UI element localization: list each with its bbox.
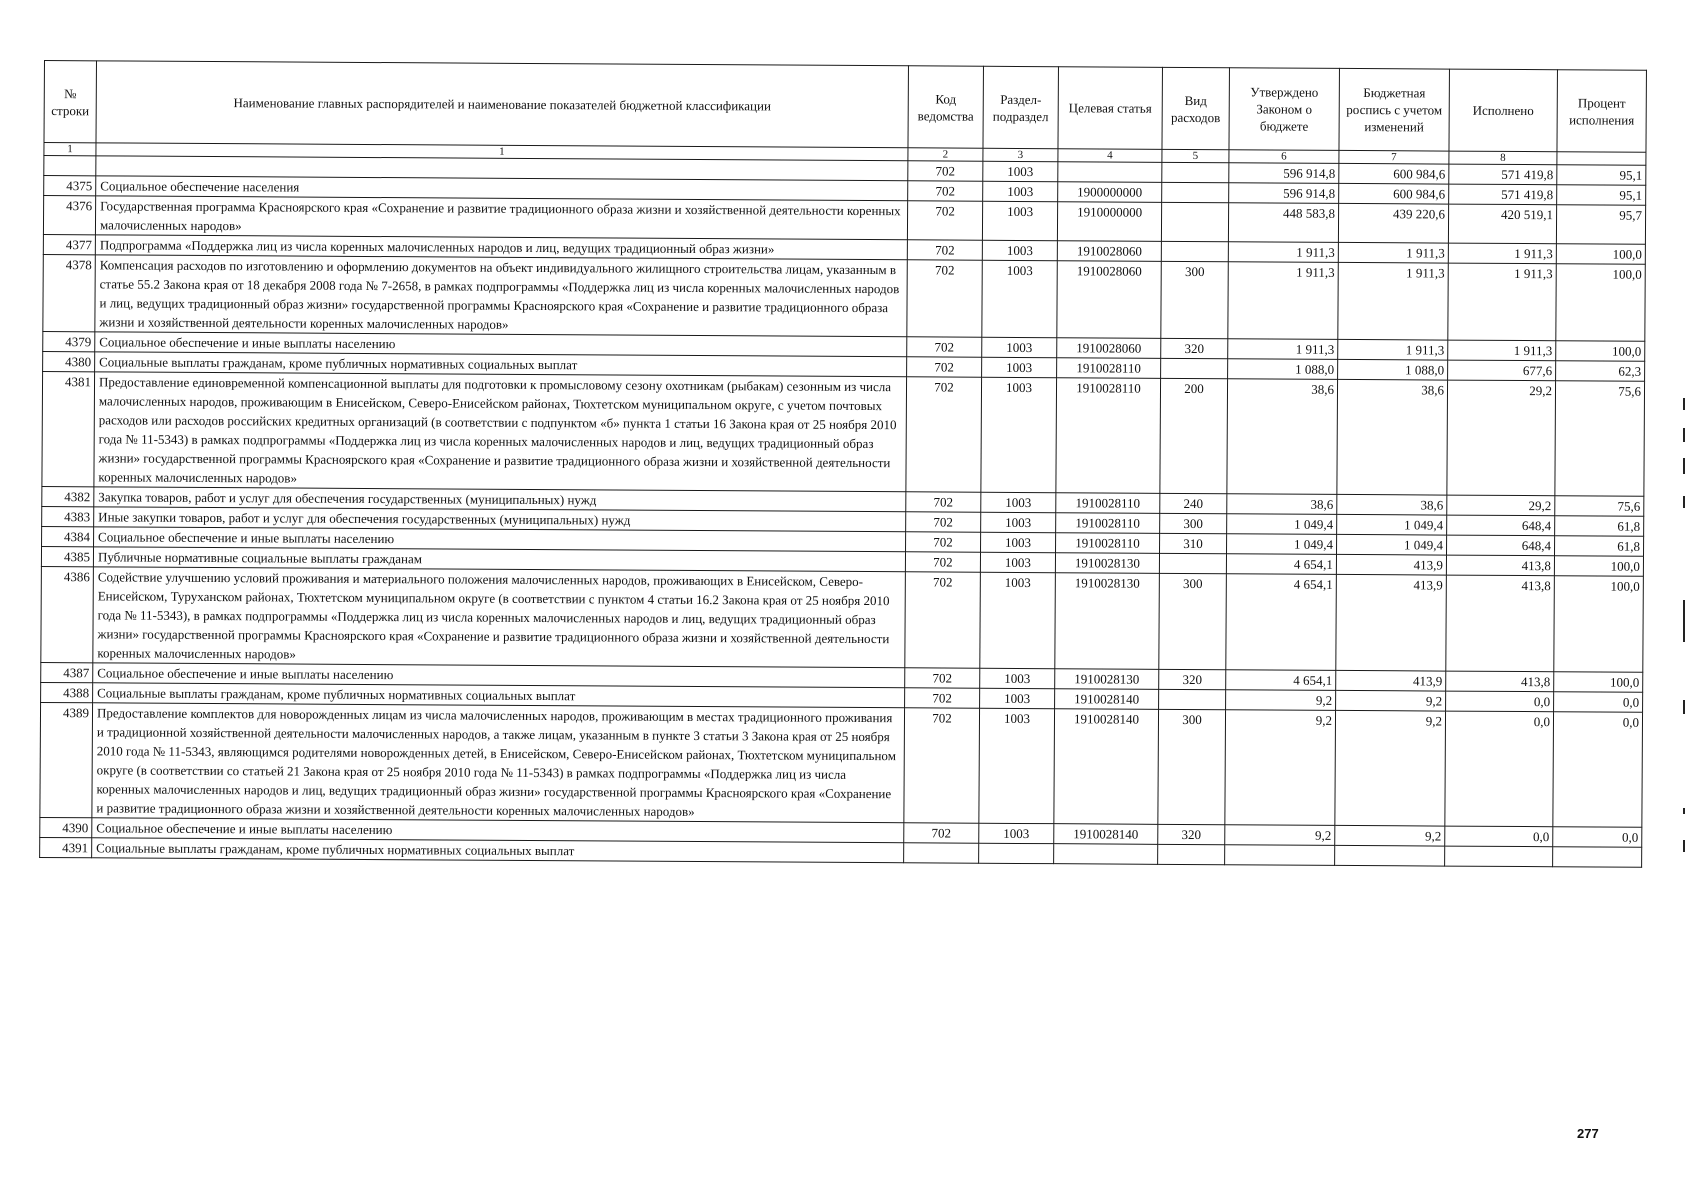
scan-mark [1683, 428, 1685, 442]
scan-mark [1683, 398, 1685, 410]
section-code: 1003 [980, 668, 1055, 688]
execution-percent: 100,0 [1556, 264, 1645, 342]
table-row [43, 254, 1645, 341]
dept-code: 702 [905, 572, 981, 668]
expense-type: 240 [1160, 493, 1227, 513]
section-code: 1003 [980, 688, 1055, 708]
target-code: 1910028130 [1055, 573, 1160, 670]
execution-percent [1553, 847, 1642, 868]
scan-mark [1683, 496, 1685, 508]
approved-amount: 1 049,4 [1227, 534, 1337, 555]
row-number: 4383 [42, 506, 94, 526]
executed-amount: 648,4 [1447, 515, 1555, 536]
execution-percent: 75,6 [1555, 496, 1644, 517]
executed-amount: 1 911,3 [1448, 243, 1556, 264]
section-code: 1003 [983, 181, 1058, 201]
col-num [1557, 152, 1646, 166]
row-number: 4376 [43, 196, 95, 235]
budget-amount: 413,9 [1336, 554, 1446, 575]
expense-type: 310 [1160, 533, 1227, 553]
executed-amount: 1 911,3 [1448, 263, 1556, 341]
table-body [40, 156, 1646, 868]
target-code [1054, 844, 1158, 865]
execution-percent: 75,6 [1555, 381, 1645, 497]
row-number: 4385 [41, 546, 93, 566]
target-code: 1910028060 [1057, 261, 1161, 339]
approved-amount: 9,2 [1226, 690, 1336, 711]
dept-code: 702 [904, 708, 980, 823]
approved-amount: 38,6 [1227, 379, 1338, 495]
executed-amount: 0,0 [1445, 711, 1554, 827]
budget-amount: 1 911,3 [1338, 262, 1448, 340]
execution-percent: 100,0 [1556, 341, 1645, 362]
row-name: Социальные выплаты гражданам, кроме публичных нормативных социальных выплат [92, 838, 904, 863]
table-row [41, 566, 1644, 672]
execution-percent: 0,0 [1553, 827, 1642, 848]
approved-amount: 9,2 [1225, 710, 1336, 826]
col-num: 4 [1058, 149, 1162, 163]
execution-percent: 95,1 [1557, 165, 1646, 186]
approved-amount: 4 654,1 [1226, 574, 1337, 671]
table-header [44, 61, 1647, 166]
budget-amount: 1 911,3 [1338, 339, 1448, 360]
dept-code: 702 [905, 688, 980, 708]
executed-amount: 413,8 [1446, 575, 1555, 672]
execution-percent: 95,1 [1557, 185, 1646, 206]
approved-amount: 1 049,4 [1227, 514, 1337, 535]
row-number: 4377 [43, 234, 95, 254]
row-name: Подпрограмма «Поддержка лиц из числа коренных малочисленных народов и лиц, ведущих традиционный образ жизни» [95, 235, 907, 260]
dept-code: 702 [906, 377, 982, 492]
table-row [42, 371, 1645, 496]
expense-type [1159, 553, 1226, 573]
target-code: 1910000000 [1057, 202, 1161, 242]
row-name: Публичные нормативные социальные выплаты гражданам [93, 547, 905, 572]
executed-amount: 0,0 [1446, 691, 1554, 712]
approved-amount: 38,6 [1227, 494, 1337, 515]
budget-amount: 439 220,6 [1338, 203, 1448, 243]
executed-amount: 29,2 [1447, 380, 1556, 496]
col-num: 7 [1339, 150, 1449, 164]
row-number: 4375 [44, 176, 96, 196]
section-code: 1003 [982, 240, 1057, 260]
section-code: 1003 [980, 572, 1056, 668]
header-name: Наименование главных распорядителей и наименование показателей бюджетной классификации [96, 61, 908, 148]
approved-amount: 596 914,8 [1229, 163, 1339, 184]
execution-percent: 0,0 [1554, 692, 1643, 713]
row-number: 4390 [40, 817, 92, 837]
budget-amount [1335, 845, 1445, 866]
expense-type: 320 [1159, 669, 1226, 689]
expense-type: 300 [1161, 261, 1228, 338]
executed-amount: 677,6 [1448, 360, 1556, 381]
approved-amount: 1 911,3 [1228, 262, 1338, 340]
header-row-no: № строки [44, 61, 96, 143]
section-code [979, 843, 1054, 863]
section-code: 1003 [982, 357, 1057, 377]
approved-amount: 1 911,3 [1228, 242, 1338, 263]
section-code: 1003 [979, 823, 1054, 843]
row-number: 4386 [41, 566, 94, 662]
execution-percent: 61,8 [1555, 516, 1644, 537]
execution-percent: 100,0 [1554, 576, 1644, 673]
row-number: 4378 [43, 254, 95, 331]
approved-amount: 1 911,3 [1228, 339, 1338, 360]
header-budget-list: Бюджетная роспись с учетом изменений [1339, 68, 1449, 151]
header-approved: Утверждено Законом о бюджете [1229, 68, 1339, 151]
row-name: Социальное обеспечение и иные выплаты населению [95, 332, 907, 357]
header-executed: Исполнено [1449, 69, 1557, 152]
approved-amount: 4 654,1 [1226, 554, 1336, 575]
execution-percent: 62,3 [1556, 361, 1645, 382]
dept-code: 702 [904, 823, 979, 843]
dept-code: 702 [907, 357, 982, 377]
executed-amount: 413,8 [1446, 671, 1554, 692]
dept-code [904, 843, 979, 863]
dept-code: 702 [907, 337, 982, 357]
col-num: 5 [1162, 149, 1229, 162]
header-section: Раздел-подраздел [983, 66, 1058, 148]
expense-type [1162, 182, 1229, 202]
budget-amount: 1 049,4 [1337, 514, 1447, 535]
row-name: Закупка товаров, работ и услуг для обеспечения государственных (муниципальных) нужд [94, 487, 906, 512]
col-num: 1 [44, 143, 96, 156]
row-name: Социальное обеспечение и иные выплаты населению [94, 527, 906, 552]
header-dept-code: Код ведомства [908, 66, 983, 148]
executed-amount: 571 419,8 [1449, 164, 1557, 185]
row-name: Компенсация расходов по изготовлению и оформлению документов на объект индивидуального жилищного строительства лицам, указанным в статье 55.2 Закона края от 18 декабря 2008 года № 7-2658, в рамках подпрограммы «Поддержка лиц из числа коренных малочисленных народов и лиц, ведущих традиционный образ жизни» государственной программы Красноярского края «Сохранение и развитие традиционного образа жизни и хозяйственной деятельности коренных малочисленных народов» [95, 255, 907, 337]
section-code: 1003 [979, 708, 1055, 823]
executed-amount: 420 519,1 [1448, 204, 1556, 244]
scan-mark [1683, 840, 1685, 852]
scan-mark [1683, 700, 1685, 714]
section-code: 1003 [980, 552, 1055, 572]
execution-percent: 100,0 [1554, 556, 1643, 577]
expense-type: 300 [1159, 573, 1227, 669]
col-num: 1 [96, 143, 908, 161]
dept-code: 702 [907, 260, 982, 337]
target-code: 1910028060 [1057, 338, 1161, 359]
target-code: 1910028130 [1055, 553, 1159, 574]
executed-amount: 1 911,3 [1448, 340, 1556, 361]
target-code: 1910028110 [1056, 513, 1160, 534]
row-name: Социальные выплаты гражданам, кроме публичных нормативных социальных выплат [93, 683, 905, 708]
approved-amount [1225, 845, 1335, 866]
execution-percent: 100,0 [1554, 672, 1643, 693]
row-name: Иные закупки товаров, работ и услуг для обеспечения государственных (муниципальных) нужд [94, 507, 906, 532]
row-name: Социальное обеспечение населения [96, 176, 908, 201]
dept-code: 702 [907, 240, 982, 260]
approved-amount: 4 654,1 [1226, 670, 1336, 691]
section-code: 1003 [981, 492, 1056, 512]
dept-code: 702 [908, 161, 983, 181]
header-exp-type: Вид расходов [1162, 67, 1229, 149]
executed-amount: 0,0 [1445, 826, 1553, 847]
budget-amount: 38,6 [1337, 379, 1448, 495]
approved-amount: 448 583,8 [1228, 203, 1338, 243]
row-number: 4389 [40, 702, 93, 817]
target-code: 1910028140 [1054, 709, 1159, 825]
row-number: 4382 [42, 486, 94, 506]
dept-code: 702 [907, 201, 982, 240]
budget-amount: 413,9 [1336, 574, 1447, 671]
budget-amount: 9,2 [1335, 825, 1445, 846]
target-code: 1910028110 [1056, 533, 1160, 554]
expense-type: 200 [1160, 378, 1228, 493]
target-code: 1910028130 [1055, 669, 1159, 690]
budget-amount: 600 984,6 [1339, 163, 1449, 184]
expense-type [1161, 202, 1228, 241]
section-code: 1003 [981, 532, 1056, 552]
section-code: 1003 [982, 201, 1057, 240]
scan-mark [1683, 808, 1685, 814]
budget-amount: 600 984,6 [1339, 183, 1449, 204]
expense-type: 320 [1158, 824, 1225, 844]
col-num: 8 [1449, 151, 1557, 165]
executed-amount [1445, 846, 1553, 867]
executed-amount: 29,2 [1447, 495, 1555, 516]
target-code: 1910028110 [1056, 493, 1160, 514]
approved-amount: 596 914,8 [1229, 183, 1339, 204]
row-number: 4379 [43, 331, 95, 351]
row-name: Социальные выплаты гражданам, кроме публичных нормативных социальных выплат [95, 352, 907, 377]
expense-type: 300 [1160, 513, 1227, 533]
row-name: Социальное обеспечение и иные выплаты населению [92, 818, 904, 843]
target-code: 1910028140 [1055, 689, 1159, 710]
execution-percent: 0,0 [1553, 712, 1643, 828]
target-code: 1900000000 [1058, 182, 1162, 203]
expense-type [1159, 689, 1226, 709]
expense-type: 320 [1161, 338, 1228, 358]
expense-type [1162, 162, 1229, 182]
header-target: Целевая статья [1058, 67, 1162, 150]
section-code: 1003 [983, 161, 1058, 181]
expense-type: 300 [1158, 709, 1226, 824]
execution-percent: 100,0 [1556, 244, 1645, 265]
section-code: 1003 [981, 512, 1056, 532]
budget-amount: 413,9 [1336, 670, 1446, 691]
budget-amount: 38,6 [1337, 494, 1447, 515]
dept-code: 702 [906, 532, 981, 552]
dept-code: 702 [905, 668, 980, 688]
row-name: Государственная программа Красноярского края «Сохранение и развитие традиционного образа жизни и хозяйственной деятельности коренных малочисленных народов» [95, 196, 907, 240]
target-code: 1910028110 [1056, 378, 1161, 494]
row-name: Предоставление единовременной компенсационной выплаты для подготовки к промысловому сезону охотникам (рыбакам) сезонным из числа малочисленных народов, проживающим в Енисейском, Северо-Енисейском районах, Тюхтетском муниципальном округе, с учетом почтовых расходов или расходов российских кредитных организаций (в соответствии с подпунктом «б» пункта 1 статьи 16 Закона края от 25 ноября 2010 года № 11-5343) в рамках подпрограммы «Поддержка лиц из числа коренных малочисленных народов и лиц, ведущих традиционный образ жизни» государственной программы Красноярского края «Сохранение и развитие традиционного образа жизни и хозяйственной деятельности коренных малочисленных народов» [94, 372, 907, 492]
budget-table [39, 60, 1647, 868]
row-name: Содействие улучшению условий проживания и материального положения малочисленных народов, проживающих в Енисейском, Северо-Енисейском, Туруханском районах, Тюхтетском муниципальном округе (в соответствии с пунктом 4 статьи 16.2 Закона края от 25 ноября 2010 года № 11-5343), в рамках подпрограммы «Поддержка лиц из числа коренных малочисленных народов и лиц, ведущих традиционный образ жизни» государственной программы Красноярского края «Сохранение и развитие традиционного образа жизни и хозяйственной деятельности коренных малочисленных народов» [93, 567, 906, 668]
target-code [1058, 162, 1162, 183]
section-code: 1003 [982, 337, 1057, 357]
budget-table-sheet [39, 60, 1646, 868]
target-code: 1910028140 [1054, 824, 1158, 845]
executed-amount: 648,4 [1447, 535, 1555, 556]
header-percent: Процент исполнения [1557, 70, 1646, 153]
row-number [44, 156, 96, 176]
dept-code: 702 [906, 492, 981, 512]
expense-type [1161, 358, 1228, 378]
col-num: 6 [1229, 150, 1339, 164]
budget-amount: 1 911,3 [1338, 242, 1448, 263]
section-code: 1003 [981, 377, 1057, 492]
row-number: 4387 [41, 662, 93, 682]
dept-code: 702 [906, 512, 981, 532]
executed-amount: 413,8 [1446, 555, 1554, 576]
row-number: 4388 [41, 682, 93, 702]
expense-type [1161, 241, 1228, 261]
scan-mark [1683, 458, 1685, 474]
budget-amount: 1 049,4 [1337, 534, 1447, 555]
expense-type [1158, 844, 1225, 864]
approved-amount: 9,2 [1225, 825, 1335, 846]
row-number: 4384 [42, 526, 94, 546]
executed-amount: 571 419,8 [1449, 184, 1557, 205]
section-code: 1003 [982, 260, 1057, 337]
budget-amount: 1 088,0 [1338, 359, 1448, 380]
row-name: Предоставление комплектов для новорожденных лицам из числа малочисленных народов, проживающим в местах традиционного проживания и традиционной хозяйственной деятельности малочисленных народов, а также лицам, указанным в пункте 3 статьи 3 Закона края от 25 ноября 2010 года № 11-5343, являющимся родителями новорожденных детей, в Енисейском, Северо-Енисейском районах, Тюхтетском муниципальном округе (в соответствии со статьей 21 Закона края от 25 ноября 2010 года № 11-5343) в рамках подпрограммы «Поддержка лиц из числа коренных малочисленных народов и лиц, ведущих традиционный образ жизни» государственной программы Красноярского края «Сохранение и развитие традиционного образа жизни и хозяйственной деятельности коренных малочисленных народов» [92, 703, 905, 823]
col-num: 3 [983, 148, 1058, 161]
col-num: 2 [908, 148, 983, 161]
dept-code: 702 [908, 181, 983, 201]
dept-code: 702 [905, 552, 980, 572]
execution-percent: 95,7 [1556, 205, 1645, 245]
row-name: Социальное обеспечение и иные выплаты населению [93, 663, 905, 688]
target-code: 1910028060 [1057, 241, 1161, 262]
scan-mark [1683, 600, 1685, 642]
budget-amount: 9,2 [1336, 690, 1446, 711]
approved-amount: 1 088,0 [1228, 359, 1338, 380]
table-row [40, 702, 1643, 827]
row-number: 4380 [43, 351, 95, 371]
row-number: 4391 [40, 837, 92, 857]
target-code: 1910028110 [1057, 358, 1161, 379]
page-number: 277 [1577, 1126, 1599, 1141]
execution-percent: 61,8 [1554, 536, 1643, 557]
row-number: 4381 [42, 371, 95, 486]
budget-amount: 9,2 [1335, 710, 1446, 826]
